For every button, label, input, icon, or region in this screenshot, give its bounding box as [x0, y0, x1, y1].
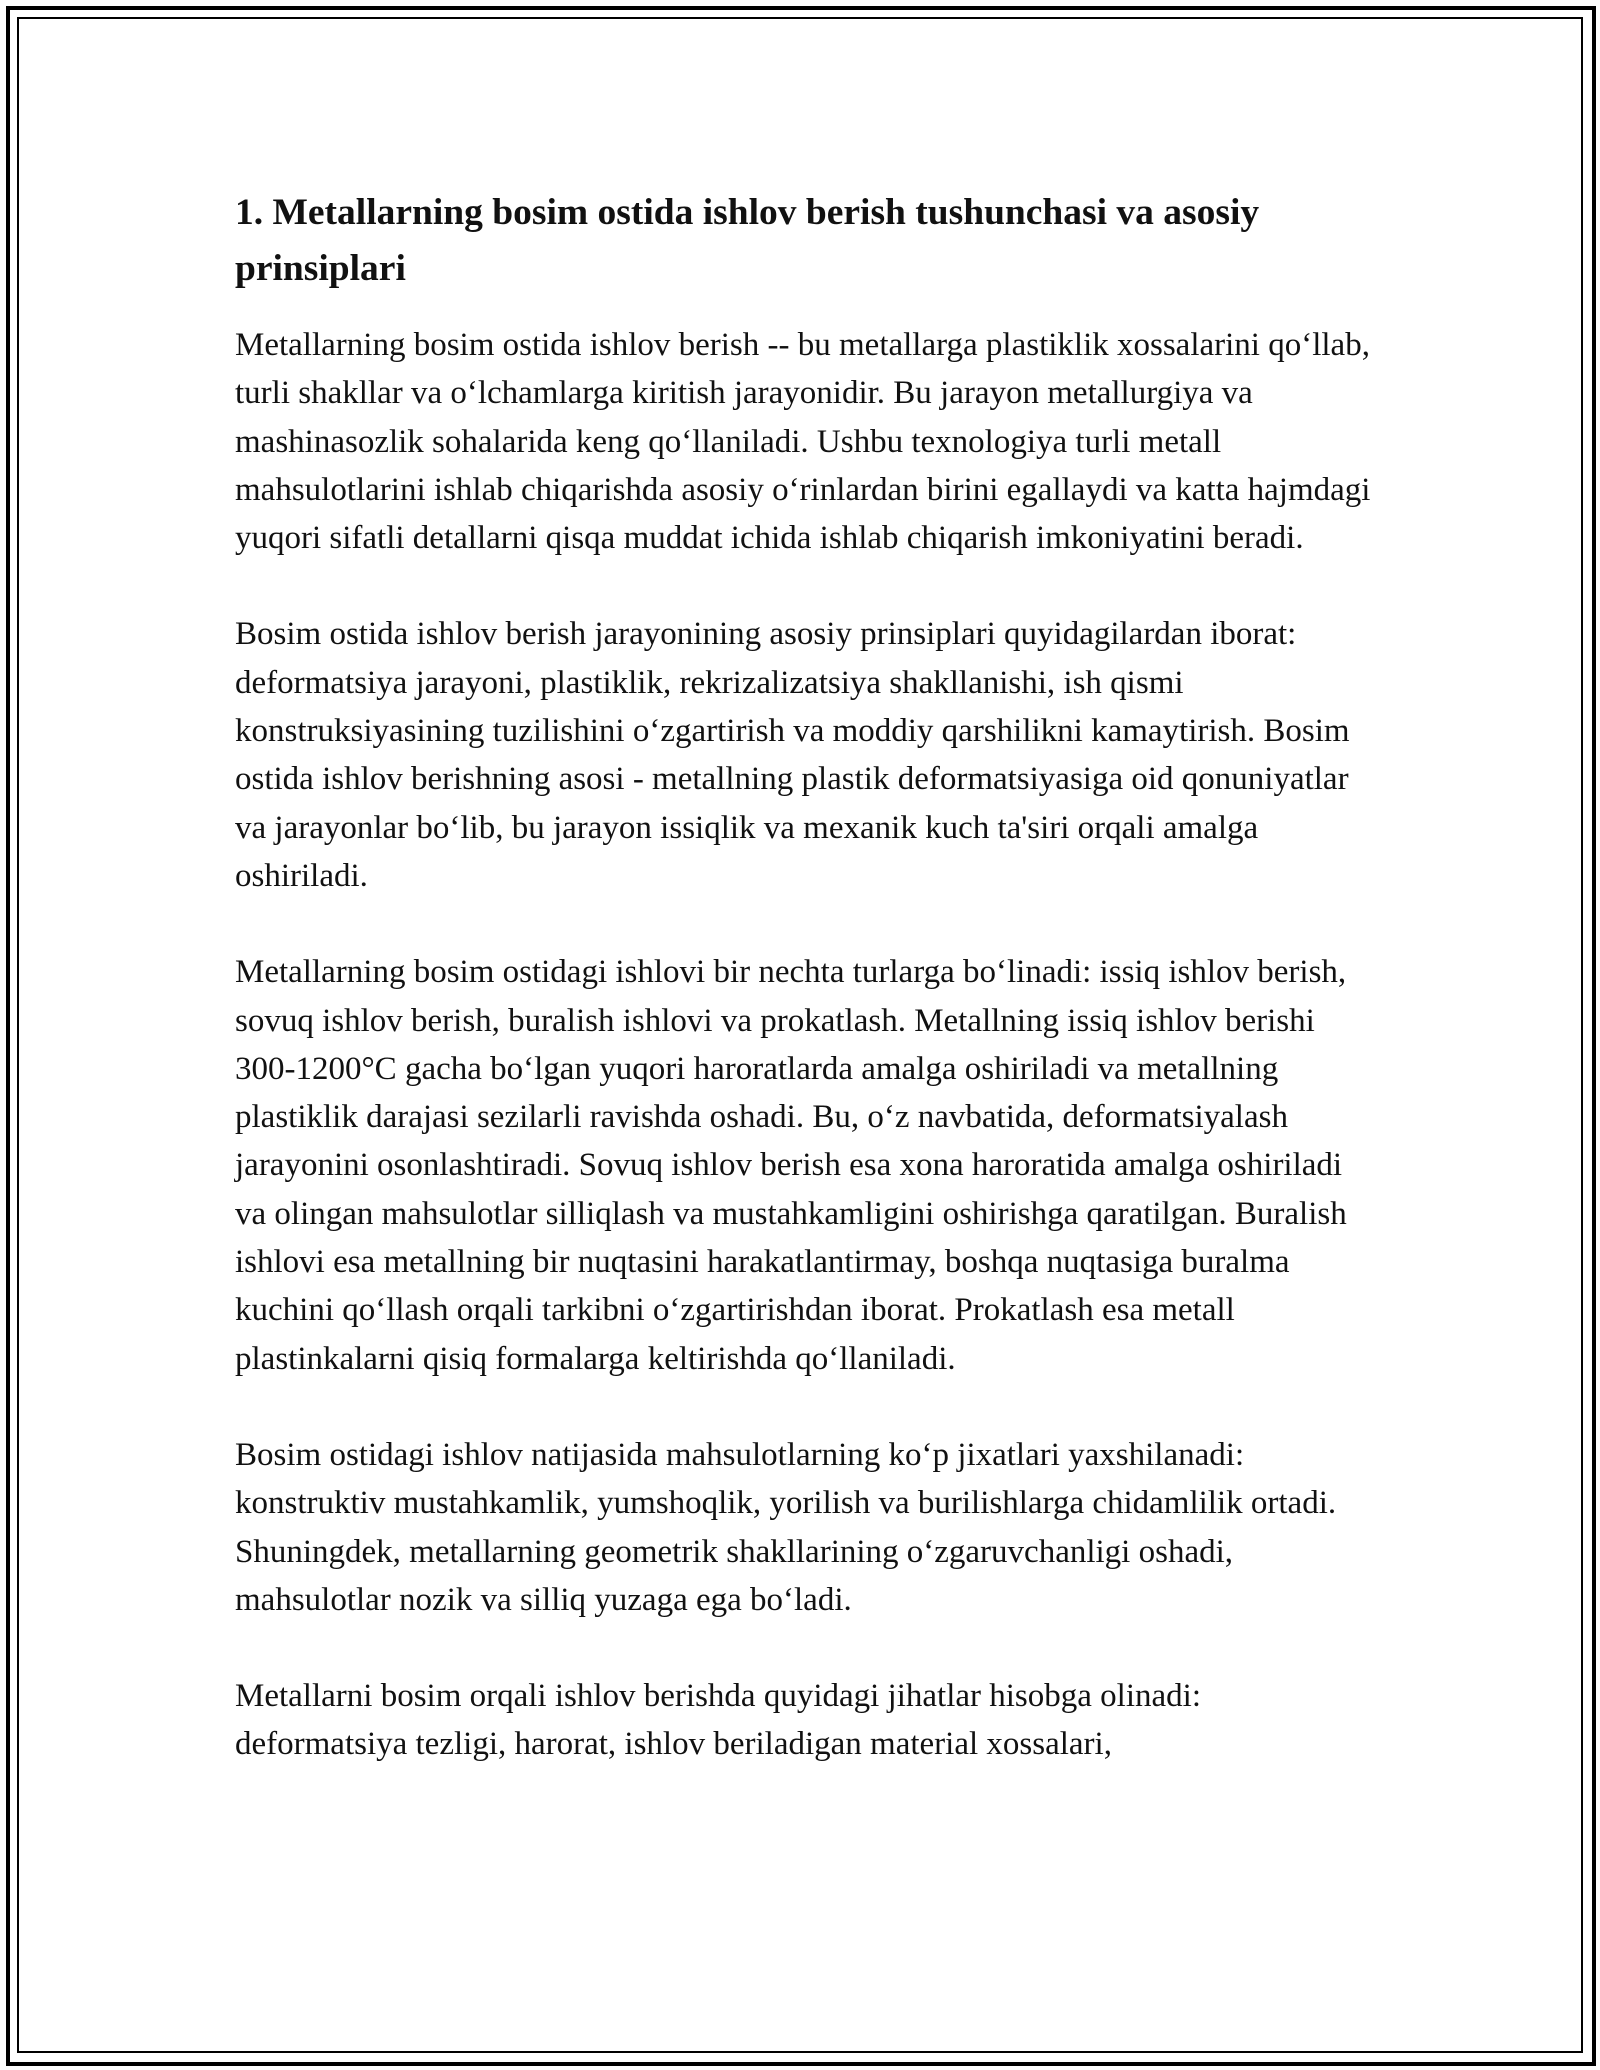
paragraph-3: Metallarning bosim ostidagi ishlovi bir nechta turlarga bo‘linadi: issiq ishlov berish, sovuq ishlov berish, buralish ishlovi va prokatlash. Metallning issiq ishlov berishi 300-1200°C gacha bo‘lgan yuqori haroratlarda amalga oshiriladi va metallning plastiklik darajasi sezilarli ravishda oshadi. Bu, o‘z navbatida, deformatsiyalash jarayonini osonlashtiradi. Sovuq ishlov berish esa xona haroratida amalga oshiriladi va olingan mahsulotlar silliqlash va mustahkamligini oshirishga qaratilgan. Buralish ishlovi esa metallning bir nuqtasini harakatlantirmay, boshqa nuqtasiga buralma kuchini qo‘llash orqali tarkibni o‘zgartirishdan iborat. Prokatlash esa metall plastinkalarni qisiq formalarga keltirishda qo‘llaniladi.: [235, 954, 1347, 1377]
paragraph-2: Bosim ostida ishlov berish jarayonining asosiy prinsiplari quyidagilardan iborat: deformatsiya jarayoni, plastiklik, rekrizalizatsiya shakllanishi, ish qismi konstruksiyasining tuzilishini o‘zgartirish va moddiy qarshilikni kamaytirish. Bosim ostida ishlov berishning asosi - metallning plastik deformatsiyasiga oid qonuniyatlar va jarayonlar bo‘lib, bu jarayon issiqlik va mexanik kuch ta'siri orqali amalga oshiriladi.: [235, 616, 1350, 894]
paragraph-5: Metallarni bosim orqali ishlov berishda quyidagi jihatlar hisobga olinadi: deformatsiya tezligi, harorat, ishlov beriladigan material xossalari,: [235, 1678, 1201, 1763]
section-heading: 1. Metallarning bosim ostida ishlov berish tushunchasi va asosiy prinsiplari: [235, 192, 1260, 289]
paragraph-4: Bosim ostidagi ishlov natijasida mahsulotlarning ko‘p jixatlari yaxshilanadi: konstruktiv mustahkamlik, yumshoqlik, yorilish va burilishlarga chidamlilik ortadi. Shuningdek, metallarning geometrik shakllarining o‘zgaruvchanligi oshadi, mahsulotlar nozik va silliq yuzaga ega bo‘ladi.: [235, 1436, 1337, 1618]
paragraph-1: Metallarning bosim ostida ishlov berish -- bu metallarga plastiklik xossalarini qo‘llab, turli shakllar va o‘lchamlarga kiritish jarayonidir. Bu jarayon metallurgiya va mashinasozlik sohalarida keng qo‘llaniladi. Ushbu texnologiya turli metall mahsulotlarini ishlab chiqarishda asosiy o‘rinlardan birini egallaydi va katta hajmdagi yuqori sifatli detallarni qisqa muddat ichida ishlab chiqarish imkoniyatini beradi.: [235, 327, 1371, 557]
document-body: [235, 185, 1375, 1817]
